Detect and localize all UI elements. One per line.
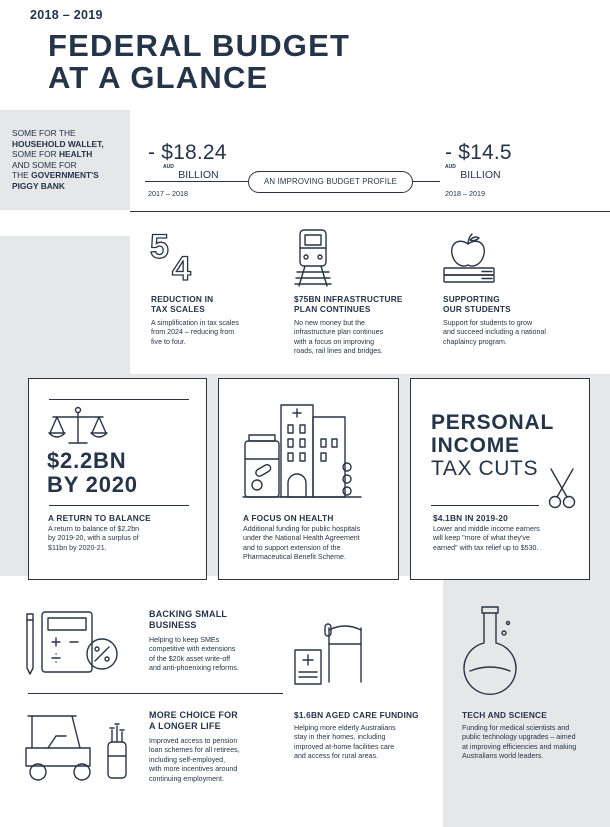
budget-profile-line (412, 181, 440, 182)
text-line: including self-employed, (149, 755, 226, 764)
sidebar-line (12, 170, 130, 181)
tax-cuts-title-line: INCOME (431, 434, 520, 457)
infrastructure-heading (294, 294, 403, 314)
text-line: infrastructure plan continues (294, 328, 384, 337)
text-line: will keep "more of what they've (433, 534, 530, 543)
page-title (48, 30, 350, 94)
balance-scale-icon (47, 407, 109, 447)
text-line: Pharmaceutical Benefit Scheme. (243, 553, 346, 562)
text-line: from 2024 – reducing from (151, 328, 235, 337)
tax-scales-icon (150, 228, 200, 288)
title-line-1: FEDERAL BUDGET (48, 28, 351, 63)
health-box (218, 378, 399, 580)
small-business-text (149, 636, 279, 674)
text-line: Lower and middle income earners (433, 525, 540, 533)
text-line: earned" with tax relief up to $530. (433, 543, 539, 552)
heading-line: OUR STUDENTS (443, 304, 511, 314)
heading-line: REDUCTION IN (151, 294, 214, 304)
box-rule (431, 505, 539, 506)
text-line: loan schemes for all retirees, (149, 746, 240, 755)
text-line: A simplification in tax scales (151, 319, 239, 327)
science-heading: TECH AND SCIENCE (462, 710, 547, 720)
health-heading: A FOCUS ON HEALTH (243, 513, 334, 523)
deficit-2018-value: - $14.5 (445, 141, 512, 164)
text-line: by 2019-20, with a surplus of (48, 534, 139, 543)
text-line: Helping to keep SMEs (149, 636, 220, 644)
infrastructure-text (294, 319, 424, 357)
small-business-heading (149, 609, 227, 631)
deficit-2018-unit (445, 165, 501, 183)
budget-profile-pill: AN IMPROVING BUDGET PROFILE (248, 171, 413, 193)
health-text (243, 525, 398, 563)
apple-books-icon (442, 232, 498, 284)
students-text (443, 319, 578, 347)
tax-cuts-box (410, 378, 590, 580)
text-line: with a focus on improving (294, 337, 375, 346)
tax-scale-number-four: 4 (172, 250, 191, 288)
scissors-icon (547, 467, 577, 511)
text-line: stay in their homes, including (294, 733, 386, 742)
text-line: improved at-home facilities care (294, 742, 395, 751)
tax-cuts-title (431, 411, 554, 480)
budget-profile-line (145, 181, 249, 182)
text-line: chaplaincy program. (443, 337, 507, 346)
tax-scales-heading (151, 294, 213, 314)
text-line: continuing employment. (149, 774, 224, 783)
deficit-2017-value: - $18.24 (148, 141, 227, 164)
text-line: under the National Health Agreement (243, 534, 360, 543)
tax-cuts-text (433, 525, 588, 553)
train-icon (294, 228, 334, 288)
sidebar-line-bold: HEALTH (59, 149, 93, 159)
text-line: Australians world leaders. (462, 752, 544, 761)
bottom-divider (28, 693, 283, 694)
text-line: and to support extension of the (243, 543, 341, 552)
longer-life-heading (149, 710, 238, 732)
sidebar-line: AND SOME FOR (12, 159, 77, 170)
text-line: at improving efficiencies and making (462, 742, 577, 751)
text-line: and anti-phoenixing reforms. (149, 664, 239, 673)
heading-line: BUSINESS (149, 620, 197, 630)
text-line: and succeed including a national (443, 328, 546, 337)
sidebar-line-part: THE (12, 170, 32, 180)
box-rule (49, 399, 189, 400)
science-text (462, 724, 607, 762)
sidebar-line-bold: GOVERNMENT'S (31, 170, 99, 180)
balance-figure-line: $2.2BN (47, 448, 127, 473)
text-line: five to four. (151, 337, 186, 346)
flask-icon (462, 605, 522, 697)
heading-line: $75BN INFRASTRUCTURE (294, 294, 403, 304)
golf-cart-icon (22, 712, 134, 784)
section-divider (130, 211, 610, 212)
text-line: public technology upgrades – aimed (462, 733, 576, 742)
aud-label: AUD (163, 164, 174, 170)
sidebar-line: PIGGY BANK (12, 180, 65, 191)
sidebar-line: SOME FOR THE (12, 128, 76, 138)
aud-label: AUD (445, 164, 456, 170)
calculator-icon (22, 610, 122, 674)
heading-line: MORE CHOICE FOR (149, 710, 239, 720)
tax-scales-text (151, 319, 271, 347)
text-line: of the $20k asset write-off (149, 654, 231, 663)
text-line: competitive with extensions (149, 645, 236, 654)
tax-scale-number-five: 5 (150, 228, 169, 266)
text-line: A return to balance of $2.2bn (48, 525, 140, 533)
sidebar-line-part: SOME FOR (12, 149, 59, 159)
box-rule (49, 505, 189, 506)
title-line-2: AT A GLANCE (48, 60, 269, 95)
deficit-2017-year: 2017 – 2018 (148, 189, 188, 198)
aged-care-text (294, 724, 434, 762)
heading-line: A LONGER LIFE (149, 721, 221, 731)
billion-label: BILLION (460, 169, 501, 181)
tax-cuts-heading: $4.1BN IN 2019-20 (433, 513, 508, 523)
heading-line: PLAN CONTINUES (294, 304, 371, 314)
text-line: with more incentives around (149, 765, 238, 774)
text-line: Improved access to pension (149, 737, 238, 745)
balance-figure (47, 449, 138, 497)
text-line: Support for students to grow (443, 319, 533, 327)
hospital-icon (243, 401, 363, 497)
sidebar-line: HOUSEHOLD WALLET, (12, 138, 104, 149)
students-heading (443, 294, 511, 314)
walker-icon (293, 622, 367, 692)
balance-heading: A RETURN TO BALANCE (48, 513, 151, 523)
balance-figure-line: BY 2020 (47, 472, 138, 497)
text-line: Helping more elderly Australians (294, 724, 396, 732)
text-line: Additional funding for public hospitals (243, 525, 361, 533)
sidebar-text (12, 128, 130, 191)
balance-box (28, 378, 207, 580)
tax-cuts-title-line: TAX CUTS (431, 457, 539, 480)
budget-year: 2018 – 2019 (30, 8, 103, 22)
deficit-2018-year: 2018 – 2019 (445, 189, 485, 198)
text-line: roads, rail lines and bridges. (294, 347, 383, 356)
tax-cuts-title-line: PERSONAL (431, 411, 555, 434)
billion-label: BILLION (178, 169, 219, 181)
aged-care-heading: $1.6BN AGED CARE FUNDING (294, 710, 419, 720)
text-line: No new money but the (294, 319, 365, 327)
balance-text (48, 525, 198, 553)
text-line: $11bn by 2020-21. (48, 543, 107, 552)
heading-line: BACKING SMALL (149, 609, 228, 619)
text-line: and access for rural areas. (294, 752, 378, 761)
top-right-panel (590, 0, 610, 110)
sidebar-line (12, 149, 130, 160)
longer-life-text (149, 737, 279, 784)
heading-line: SUPPORTING (443, 294, 500, 304)
text-line: Funding for medical scientists and (462, 724, 570, 732)
heading-line: TAX SCALES (151, 304, 205, 314)
